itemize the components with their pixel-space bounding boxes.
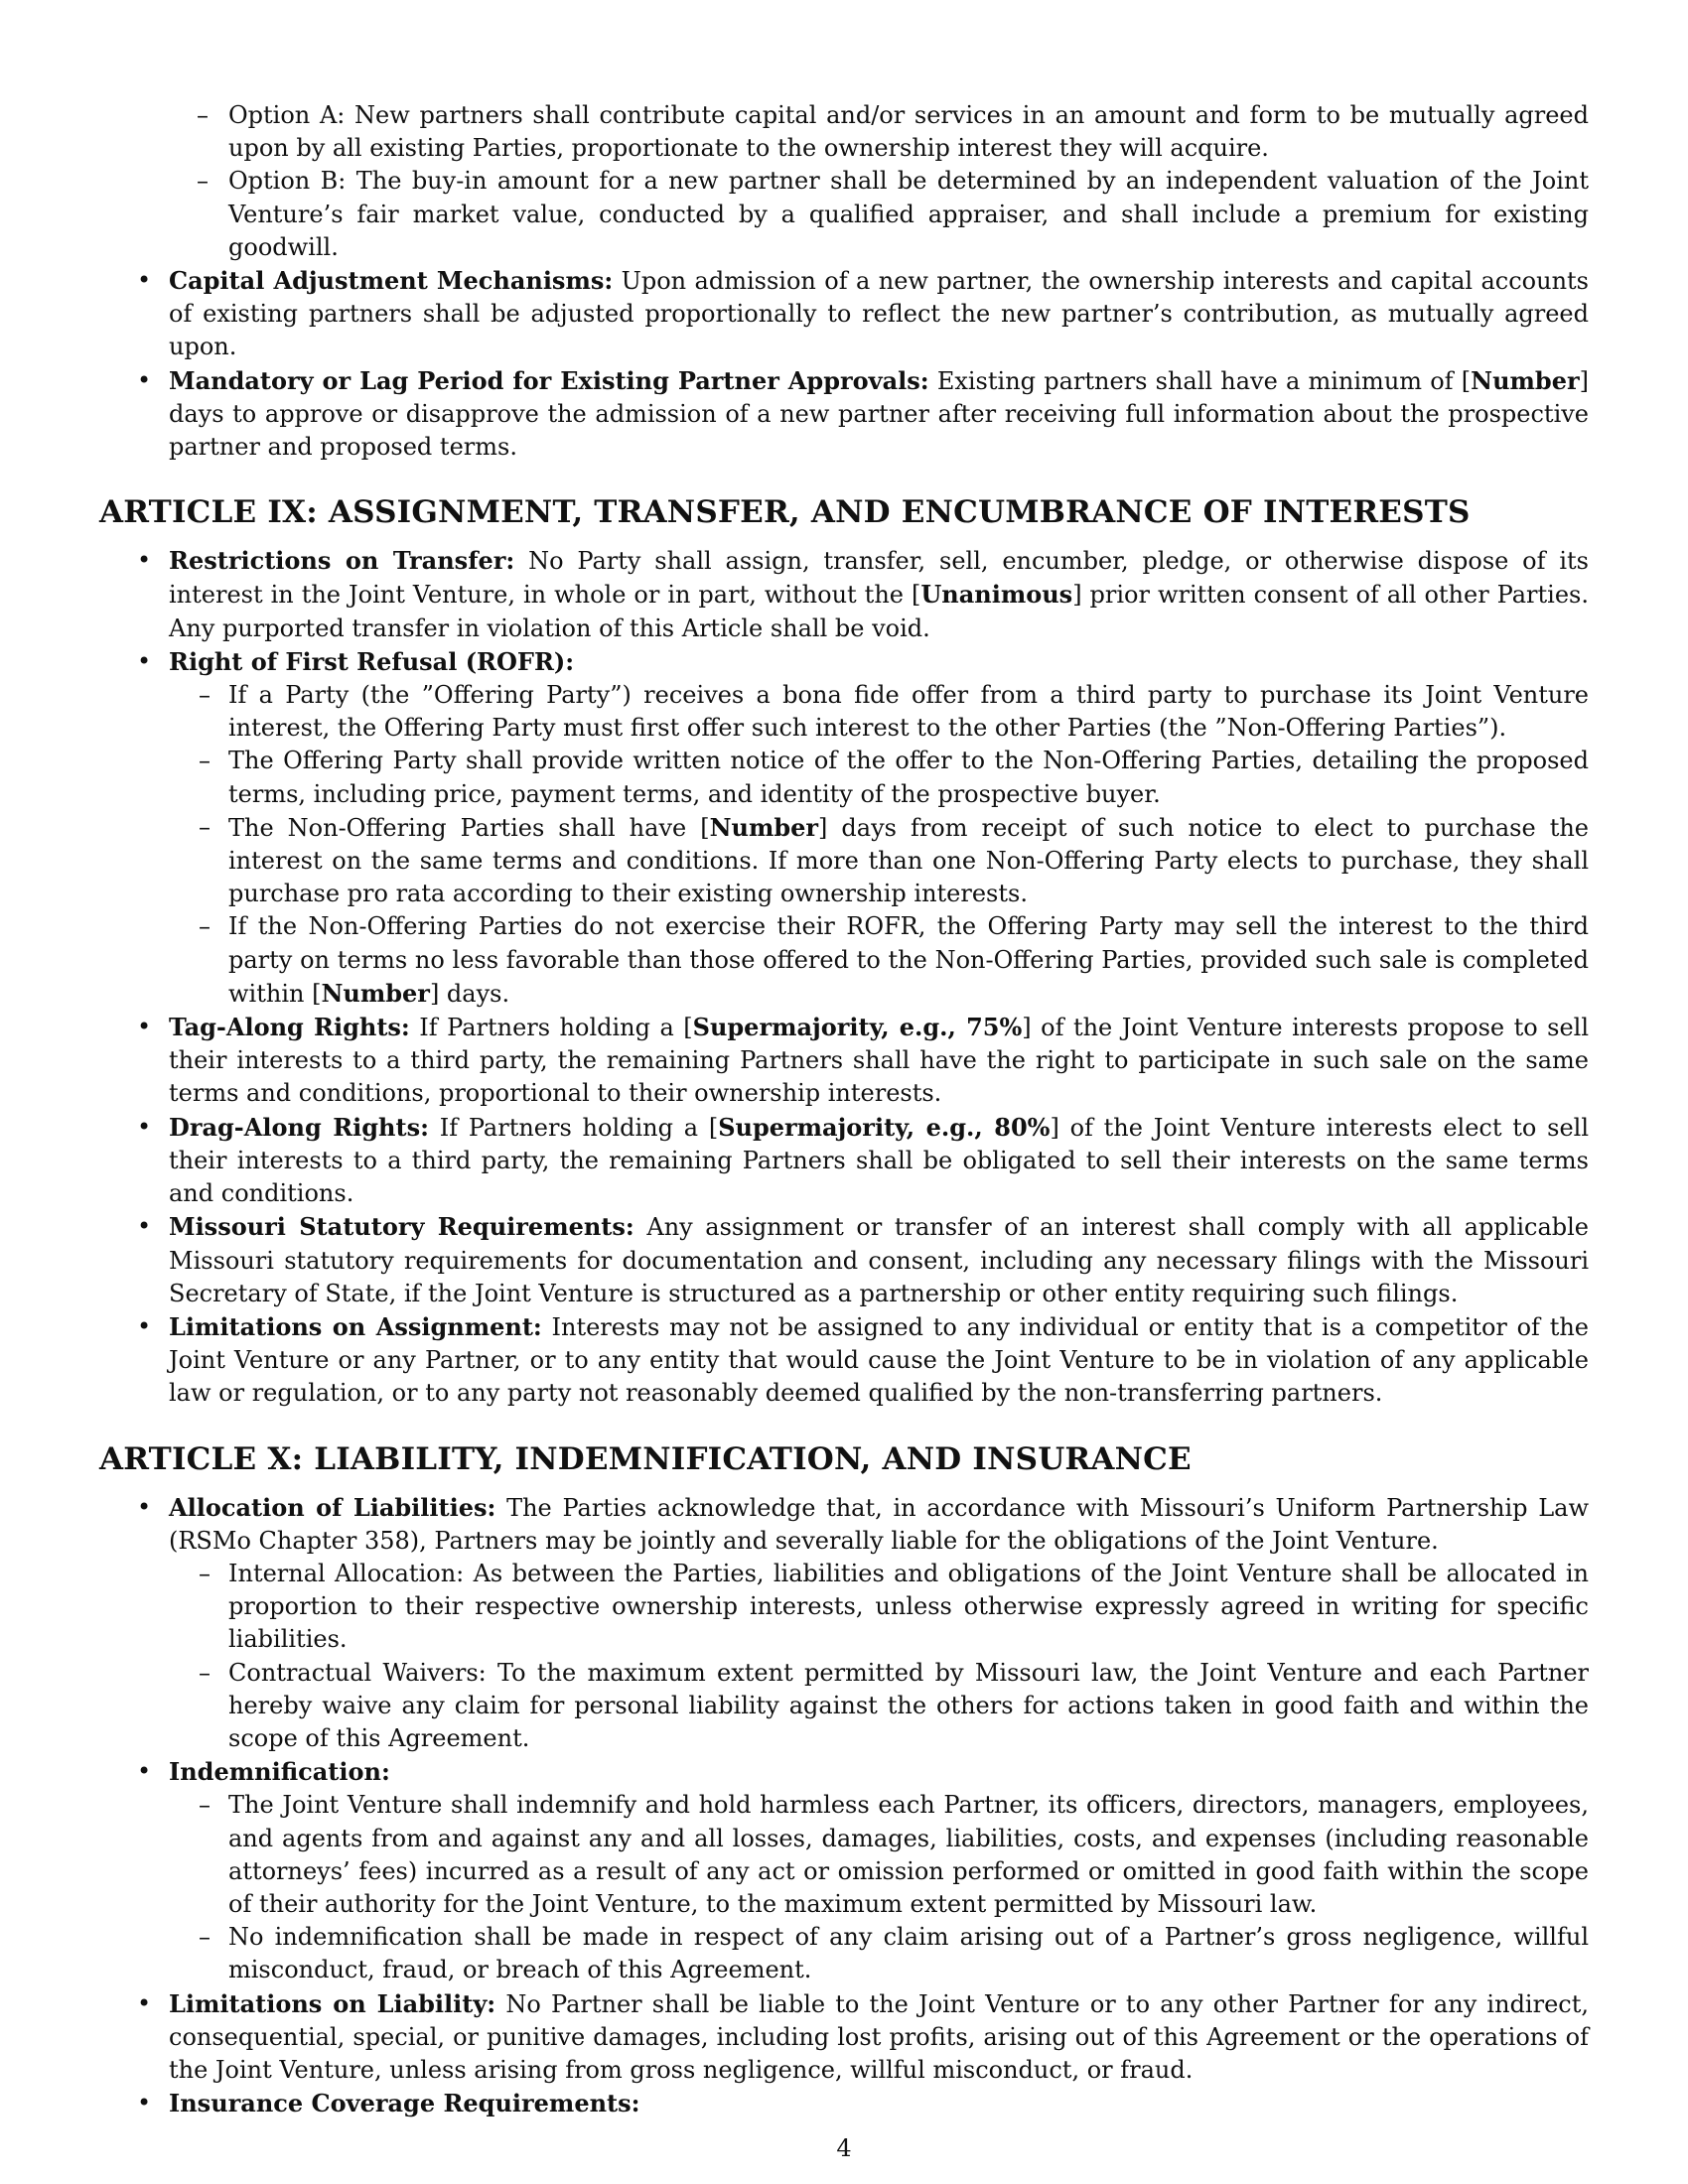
rofr-sub-item: – The Offering Party shall provide written notice of the offer to the Non-Offering Parties, detailing the proposed terms, including price, payment terms, and identity of the prospective buyer. — [169, 745, 1589, 810]
capital-adjustment-item: • Capital Adjustment Mechanisms: Upon admission of a new partner, the ownership interests and capital accounts of existing partners shall be adjusted proportionally to reflect the new partner’s contribution, as mutually agreed upon. — [99, 264, 1589, 364]
lag-period-item: • Mandatory or Lag Period for Existing Partner Approvals: Existing partners shall have a minimum of [Number] days to approve or disapprove the admission of a new partner after receiving full information about the prospective partner and proposed terms. — [99, 364, 1589, 465]
article-ix-list — [99, 544, 1589, 1410]
insurance-item: • Insurance Coverage Requirements: — [99, 2087, 1589, 2120]
indemnification-item: • Indemnification: – The Joint Venture shall indemnify and hold harmless each Partner, its officers, directors, managers, employees, and agents from and against any and all losses, damages, liabilities, costs, and expenses (including reasonable attorneys’ fees) incurred as a result of any act or omission performed or omitted in good faith within the scope of their authority for the Joint Venture, to the maximum extent permitted by Missouri law. – No indemnification shall be made in respect of any claim arising out of a Partner’s gross negligence, willful misconduct, fraud, or breach of this Agreement. — [99, 1755, 1589, 1986]
rofr-item: • Right of First Refusal (ROFR): – If a Party (the ”Offering Party”) receives a bona fide offer from a third party to purchase its Joint Venture interest, the Offering Party must first offer such interest to the other Parties (the ”Non-Offering Parties”). – The Offering Party shall provide written notice of the offer to the Non-Offering Parties, detailing the proposed terms, including price, payment terms, and identity of the prospective buyer. – The Non-Offering Parties shall have [Number] days from receipt of such notice to elect to purchase the interest on the same terms and conditions. If more than one Non-Offering Party elects to purchase, they shall purchase pro rata according to their existing ownership interests. – If the Non-Offering Parties do not exercise their ROFR, the Offering Party may sell the interest to the third party on terms no less favorable than those offered to the Non-Offering Parties, provided such sale is completed within [Number] days. — [99, 645, 1589, 1011]
allocation-sub-item: – Contractual Waivers: To the maximum extent permitted by Missouri law, the Joint Venture and each Partner hereby waive any claim for personal liability against the others for actions taken in good faith and within the scope of this Agreement. — [169, 1657, 1589, 1756]
article-ix-heading: ARTICLE IX: ASSIGNMENT, TRANSFER, AND ENCUMBRANCE OF INTERESTS — [99, 494, 1471, 531]
option-b-item: – Option B: The buy-in amount for a new partner shall be determined by an independent valuation of the Joint Venture’s fair market value, conducted by a qualified appraiser, and shall include a premium for existing goodwill. — [99, 165, 1589, 264]
limitations-liability-item: • Limitations on Liability: No Partner shall be liable to the Joint Venture or to any other Partner for any indirect, consequential, special, or punitive damages, including lost profits, arising out of this Agreement or the operations of the Joint Venture, unless arising from gross negligence, willful misconduct, or fraud. — [99, 1987, 1589, 2088]
allocation-item: • Allocation of Liabilities: The Parties acknowledge that, in accordance with Missouri’s Uniform Partnership Law (RSMo Chapter 358), Partners may be jointly and severally liable for the obligations of the Joint Venture. – Internal Allocation: As between the Parties, liabilities and obligations of the Joint Venture shall be allocated in proportion to their respective ownership interests, unless otherwise expressly agreed in writing for specific liabilities. – Contractual Waivers: To the maximum extent permitted by Missouri law, the Joint Venture and each Partner hereby waive any claim for personal liability against the others for actions taken in good faith and within the scope of this Agreement. — [99, 1491, 1589, 1756]
rofr-sub-item: – If a Party (the ”Offering Party”) receives a bona fide offer from a third party to purchase its Joint Venture interest, the Offering Party must first offer such interest to the other Parties (the ”Non-Offering Parties”). — [169, 679, 1589, 745]
drag-along-item: • Drag-Along Rights: If Partners holding a [Supermajority, e.g., 80%] of the Joint Venture interests elect to sell their interests to a third party, the remaining Partners shall be obligated to sell their interests on the same terms and conditions. — [99, 1111, 1589, 1211]
indemnification-sub-item: – The Joint Venture shall indemnify and hold harmless each Partner, its officers, directors, managers, employees, and agents from and against any and all losses, damages, liabilities, costs, and expenses (including reasonable attorneys’ fees) incurred as a result of any act or omission performed or omitted in good faith within the scope of their authority for the Joint Venture, to the maximum extent permitted by Missouri law. — [169, 1789, 1589, 1921]
article-x-list — [99, 1491, 1589, 2121]
admission-list — [99, 264, 1589, 464]
rofr-sub-item: – If the Non-Offering Parties do not exercise their ROFR, the Offering Party may sell the interest to the third party on terms no less favorable than those offered to the Non-Offering Parties, provided such sale is completed within [Number] days. — [169, 910, 1589, 1011]
buy-in-options-list — [99, 99, 1589, 264]
rofr-sublist — [169, 679, 1589, 1011]
page-number: 4 — [836, 2134, 852, 2162]
rofr-sub-item: – The Non-Offering Parties shall have [Number] days from receipt of such notice to elect to purchase the interest on the same terms and conditions. If more than one Non-Offering Party elects to purchase, they shall purchase pro rata according to their existing ownership interests. — [169, 811, 1589, 911]
missouri-requirements-item: • Missouri Statutory Requirements: Any assignment or transfer of an interest shall comply with all applicable Missouri statutory requirements for documentation and consent, including any necessary filings with the Missouri Secretary of State, if the Joint Venture is structured as a partnership or other entity requiring such filings. — [99, 1210, 1589, 1310]
allocation-sub-item: – Internal Allocation: As between the Parties, liabilities and obligations of the Joint Venture shall be allocated in proportion to their respective ownership interests, unless otherwise expressly agreed in writing for specific liabilities. — [169, 1558, 1589, 1657]
restrictions-item: • Restrictions on Transfer: No Party shall assign, transfer, sell, encumber, pledge, or otherwise dispose of its interest in the Joint Venture, in whole or in part, without the [Unanimous] prior written consent of all other Parties. Any purported transfer in violation of this Article shall be void. — [99, 544, 1589, 645]
indemnification-sub-item: – No indemnification shall be made in respect of any claim arising out of a Partner’s gross negligence, willful misconduct, fraud, or breach of this Agreement. — [169, 1921, 1589, 1986]
option-a-item: – Option A: New partners shall contribute capital and/or services in an amount and form to be mutually agreed upon by all existing Parties, proportionate to the ownership interest they will acquire. — [99, 99, 1589, 165]
article-x-heading: ARTICLE X: LIABILITY, INDEMNIFICATION, AND INSURANCE — [99, 1440, 1192, 1477]
indemnification-sublist — [169, 1789, 1589, 1986]
tag-along-item: • Tag-Along Rights: If Partners holding a [Supermajority, e.g., 75%] of the Joint Venture interests propose to sell their interests to a third party, the remaining Partners shall have the right to participate in such sale on the same terms and conditions, proportional to their ownership interests. — [99, 1011, 1589, 1111]
limitations-assignment-item: • Limitations on Assignment: Interests may not be assigned to any individual or entity that is a competitor of the Joint Venture or any Partner, or to any entity that would cause the Joint Venture to be in violation of any applicable law or regulation, or to any party not reasonably deemed qualified by the non-transferring partners. — [99, 1310, 1589, 1411]
document-page — [99, 99, 1589, 2120]
allocation-sublist — [169, 1558, 1589, 1755]
